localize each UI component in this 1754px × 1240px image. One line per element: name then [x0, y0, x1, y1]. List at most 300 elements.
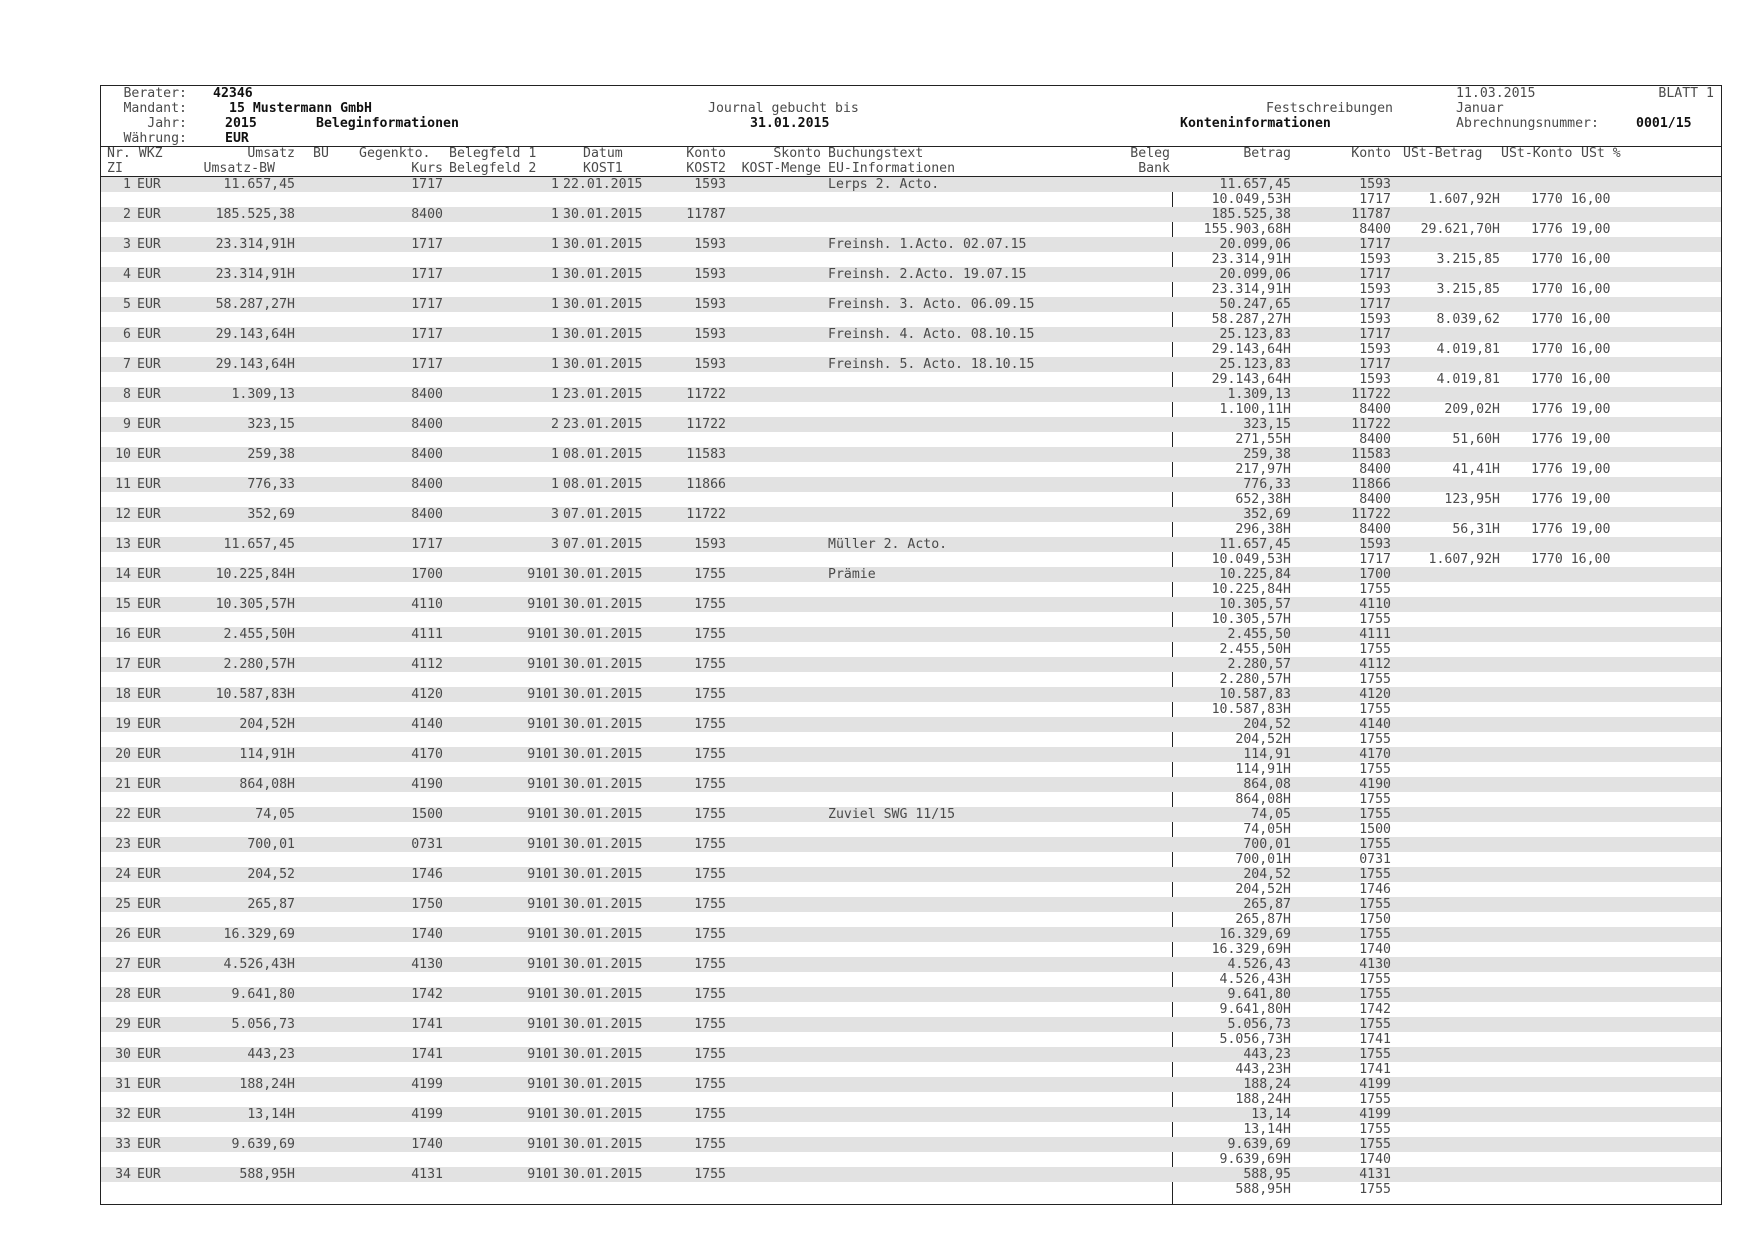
row-betrag-1: 2.455,50 — [1227, 627, 1291, 642]
row-ust-betrag: 123,95H — [1444, 492, 1500, 507]
row-betrag-2: 155.903,68H — [1203, 222, 1291, 237]
row-umsatz: 10.305,57H — [215, 597, 295, 612]
table-row — [101, 927, 1721, 957]
row-belegfeld1: 1 — [551, 357, 559, 372]
row-wkz: EUR — [137, 867, 161, 882]
row-betrag-1: 265,87 — [1243, 897, 1291, 912]
table-row — [101, 777, 1721, 807]
row-konto-1: 4111 — [1359, 627, 1391, 642]
row-shading — [101, 777, 1721, 792]
row-nr: 25 — [115, 897, 131, 912]
row-konto: 1593 — [694, 357, 726, 372]
row-konto-2: 1593 — [1359, 312, 1391, 327]
row-gegenkto: 4112 — [411, 657, 443, 672]
row-shading — [101, 957, 1721, 972]
row-datum: 30.01.2015 — [563, 1047, 643, 1062]
row-betrag-2: 204,52H — [1235, 732, 1291, 747]
row-ust-betrag: 29.621,70H — [1420, 222, 1500, 237]
row-konto-2: 8400 — [1359, 492, 1391, 507]
row-gegenkto: 1741 — [411, 1047, 443, 1062]
row-belegfeld1: 9101 — [527, 657, 559, 672]
row-nr: 26 — [115, 927, 131, 942]
row-nr: 31 — [115, 1077, 131, 1092]
row-gegenkto: 1717 — [411, 297, 443, 312]
row-datum: 30.01.2015 — [563, 867, 643, 882]
row-konto-1: 1755 — [1359, 897, 1391, 912]
row-ust-betrag: 51,60H — [1452, 432, 1500, 447]
row-konto-1: 1593 — [1359, 177, 1391, 192]
col-datum: Datum — [583, 146, 623, 161]
row-datum: 30.01.2015 — [563, 837, 643, 852]
row-nr: 10 — [115, 447, 131, 462]
row-konto-1: 1755 — [1359, 927, 1391, 942]
row-nr: 33 — [115, 1137, 131, 1152]
row-umsatz: 188,24H — [239, 1077, 295, 1092]
col-konto: Konto — [686, 146, 726, 161]
row-konto-1: 4170 — [1359, 747, 1391, 762]
row-konto-2: 8400 — [1359, 222, 1391, 237]
row-umsatz: 2.280,57H — [223, 657, 295, 672]
row-wkz: EUR — [137, 507, 161, 522]
row-wkz: EUR — [137, 687, 161, 702]
row-konto-1: 11722 — [1351, 507, 1391, 522]
row-ust-betrag: 4.019,81 — [1436, 342, 1500, 357]
month-label: Januar — [1456, 101, 1504, 116]
row-nr: 6 — [123, 327, 131, 342]
row-konto: 1755 — [694, 627, 726, 642]
row-buchungstext: Freinsh. 4. Acto. 08.10.15 — [828, 327, 1035, 342]
row-ust-betrag: 3.215,85 — [1436, 282, 1500, 297]
row-konto-1: 1755 — [1359, 987, 1391, 1002]
row-nr: 19 — [115, 717, 131, 732]
row-konto-2: 1742 — [1359, 1002, 1391, 1017]
row-konto-1: 11722 — [1351, 387, 1391, 402]
row-konto-2: 1755 — [1359, 1122, 1391, 1137]
row-wkz: EUR — [137, 177, 161, 192]
row-buchungstext: Freinsh. 3. Acto. 06.09.15 — [828, 297, 1035, 312]
row-gegenkto: 8400 — [411, 207, 443, 222]
row-konto-1: 4130 — [1359, 957, 1391, 972]
row-nr: 24 — [115, 867, 131, 882]
row-gegenkto: 4110 — [411, 597, 443, 612]
row-datum: 30.01.2015 — [563, 237, 643, 252]
row-wkz: EUR — [137, 327, 161, 342]
row-datum: 30.01.2015 — [563, 897, 643, 912]
row-konto: 1593 — [694, 327, 726, 342]
row-betrag-1: 25.123,83 — [1219, 327, 1291, 342]
row-betrag-2: 9.639,69H — [1219, 1152, 1291, 1167]
row-betrag-2: 4.526,43H — [1219, 972, 1291, 987]
berater-label: Berater: — [123, 86, 187, 101]
row-konto: 1755 — [694, 897, 726, 912]
row-betrag-2: 296,38H — [1235, 522, 1291, 537]
row-nr: 5 — [123, 297, 131, 312]
row-nr: 29 — [115, 1017, 131, 1032]
row-umsatz: 4.526,43H — [223, 957, 295, 972]
row-konto: 1593 — [694, 267, 726, 282]
row-umsatz: 204,52 — [247, 867, 295, 882]
row-shading — [101, 837, 1721, 852]
row-konto-1: 11787 — [1351, 207, 1391, 222]
row-betrag-2: 265,87H — [1235, 912, 1291, 927]
row-konto: 1755 — [694, 747, 726, 762]
row-konto: 1593 — [694, 297, 726, 312]
row-ust-konto-pct: 1776 19,00 — [1531, 402, 1611, 417]
row-nr: 15 — [115, 597, 131, 612]
row-gegenkto: 4140 — [411, 717, 443, 732]
row-gegenkto: 8400 — [411, 477, 443, 492]
row-betrag-1: 2.280,57 — [1227, 657, 1291, 672]
row-konto-1: 1717 — [1359, 357, 1391, 372]
row-wkz: EUR — [137, 387, 161, 402]
table-row — [101, 747, 1721, 777]
row-konto-1: 11866 — [1351, 477, 1391, 492]
row-konto: 1755 — [694, 687, 726, 702]
row-konto-1: 4140 — [1359, 717, 1391, 732]
row-betrag-2: 700,01H — [1235, 852, 1291, 867]
row-shading — [101, 447, 1721, 462]
row-betrag-1: 10.305,57 — [1219, 597, 1291, 612]
row-datum: 30.01.2015 — [563, 207, 643, 222]
row-konto-2: 1755 — [1359, 642, 1391, 657]
row-shading — [101, 1107, 1721, 1122]
row-belegfeld1: 9101 — [527, 957, 559, 972]
row-konto: 1755 — [694, 1107, 726, 1122]
col-zi: ZI — [107, 161, 123, 176]
row-datum: 30.01.2015 — [563, 597, 643, 612]
row-konto-1: 4120 — [1359, 687, 1391, 702]
journal-label: Journal gebucht bis — [708, 101, 859, 116]
row-konto-1: 4199 — [1359, 1107, 1391, 1122]
row-umsatz: 185.525,38 — [215, 207, 295, 222]
row-datum: 30.01.2015 — [563, 927, 643, 942]
row-konto-2: 1755 — [1359, 702, 1391, 717]
row-konto: 11866 — [686, 477, 726, 492]
row-betrag-1: 323,15 — [1243, 417, 1291, 432]
row-konto: 1755 — [694, 807, 726, 822]
row-konto: 1755 — [694, 927, 726, 942]
row-wkz: EUR — [137, 837, 161, 852]
row-konto-2: 1593 — [1359, 282, 1391, 297]
row-buchungstext: Müller 2. Acto. — [828, 537, 948, 552]
row-ust-betrag: 8.039,62 — [1436, 312, 1500, 327]
row-konto-2: 1755 — [1359, 762, 1391, 777]
waehrung-label: Währung: — [123, 131, 187, 146]
row-betrag-1: 20.099,06 — [1219, 237, 1291, 252]
row-betrag-1: 864,08 — [1243, 777, 1291, 792]
table-row — [101, 207, 1721, 237]
table-row — [101, 867, 1721, 897]
table-row — [101, 507, 1721, 537]
row-datum: 22.01.2015 — [563, 177, 643, 192]
row-wkz: EUR — [137, 477, 161, 492]
row-datum: 30.01.2015 — [563, 657, 643, 672]
table-row — [101, 1047, 1721, 1077]
table-row — [101, 417, 1721, 447]
row-betrag-2: 588,95H — [1235, 1182, 1291, 1197]
table-row — [101, 387, 1721, 417]
row-nr: 3 — [123, 237, 131, 252]
row-ust-konto-pct: 1776 19,00 — [1531, 222, 1611, 237]
row-betrag-2: 5.056,73H — [1219, 1032, 1291, 1047]
row-shading — [101, 747, 1721, 762]
row-betrag-2: 29.143,64H — [1211, 372, 1291, 387]
row-betrag-1: 10.587,83 — [1219, 687, 1291, 702]
row-betrag-2: 443,23H — [1235, 1062, 1291, 1077]
row-nr: 22 — [115, 807, 131, 822]
row-gegenkto: 1750 — [411, 897, 443, 912]
row-konto: 1755 — [694, 1017, 726, 1032]
row-nr: 28 — [115, 987, 131, 1002]
row-ust-konto-pct: 1776 19,00 — [1531, 522, 1611, 537]
row-datum: 30.01.2015 — [563, 747, 643, 762]
row-betrag-1: 4.526,43 — [1227, 957, 1291, 972]
table-row — [101, 447, 1721, 477]
table-row — [101, 1167, 1721, 1197]
row-belegfeld1: 9101 — [527, 927, 559, 942]
row-konto: 1593 — [694, 237, 726, 252]
row-betrag-2: 13,14H — [1243, 1122, 1291, 1137]
row-ust-konto-pct: 1770 16,00 — [1531, 282, 1611, 297]
row-betrag-1: 588,95 — [1243, 1167, 1291, 1182]
table-row — [101, 627, 1721, 657]
row-betrag-2: 114,91H — [1235, 762, 1291, 777]
row-konto-2: 1755 — [1359, 612, 1391, 627]
row-gegenkto: 1740 — [411, 1137, 443, 1152]
table-row — [101, 807, 1721, 837]
row-betrag-2: 58.287,27H — [1211, 312, 1291, 327]
row-konto: 1755 — [694, 777, 726, 792]
row-ust-konto-pct: 1770 16,00 — [1531, 192, 1611, 207]
row-konto-1: 1755 — [1359, 807, 1391, 822]
row-gegenkto: 4130 — [411, 957, 443, 972]
row-ust-konto-pct: 1770 16,00 — [1531, 372, 1611, 387]
row-gegenkto: 1717 — [411, 327, 443, 342]
row-umsatz: 58.287,27H — [215, 297, 295, 312]
row-datum: 08.01.2015 — [563, 447, 643, 462]
row-umsatz: 9.641,80 — [231, 987, 295, 1002]
col-nr-wkz: Nr. WKZ — [107, 146, 163, 161]
row-ust-betrag: 1.607,92H — [1428, 552, 1500, 567]
row-betrag-2: 271,55H — [1235, 432, 1291, 447]
row-wkz: EUR — [137, 657, 161, 672]
row-betrag-1: 10.225,84 — [1219, 567, 1291, 582]
row-konto: 1593 — [694, 177, 726, 192]
row-datum: 30.01.2015 — [563, 627, 643, 642]
row-belegfeld1: 9101 — [527, 717, 559, 732]
jahr-label: Jahr: — [147, 116, 187, 131]
row-konto: 1593 — [694, 537, 726, 552]
row-konto-1: 11722 — [1351, 417, 1391, 432]
col-ust-konto: USt-Konto — [1501, 146, 1573, 161]
row-betrag-1: 5.056,73 — [1227, 1017, 1291, 1032]
row-nr: 16 — [115, 627, 131, 642]
row-ust-betrag: 41,41H — [1452, 462, 1500, 477]
col-belegfeld2: Belegfeld 2 — [449, 161, 537, 176]
row-betrag-1: 188,24 — [1243, 1077, 1291, 1092]
konteninformationen-title: Konteninformationen — [1180, 116, 1331, 131]
row-belegfeld1: 9101 — [527, 1047, 559, 1062]
row-umsatz: 443,23 — [247, 1047, 295, 1062]
row-betrag-2: 10.305,57H — [1211, 612, 1291, 627]
row-konto-2: 8400 — [1359, 462, 1391, 477]
row-wkz: EUR — [137, 207, 161, 222]
row-betrag-1: 11.657,45 — [1219, 177, 1291, 192]
row-betrag-1: 352,69 — [1243, 507, 1291, 522]
row-belegfeld1: 1 — [551, 387, 559, 402]
table-row — [101, 897, 1721, 927]
col-konto-2: Konto — [1351, 146, 1391, 161]
row-nr: 4 — [123, 267, 131, 282]
row-ust-konto-pct: 1776 19,00 — [1531, 492, 1611, 507]
row-datum: 30.01.2015 — [563, 717, 643, 732]
row-betrag-2: 10.225,84H — [1211, 582, 1291, 597]
row-belegfeld1: 9101 — [527, 1077, 559, 1092]
row-gegenkto: 8400 — [411, 507, 443, 522]
row-nr: 23 — [115, 837, 131, 852]
table-row — [101, 477, 1721, 507]
table-row — [101, 1137, 1721, 1167]
row-betrag-1: 13,14 — [1251, 1107, 1291, 1122]
row-betrag-1: 74,05 — [1251, 807, 1291, 822]
row-shading — [101, 897, 1721, 912]
row-konto-2: 1755 — [1359, 1092, 1391, 1107]
row-datum: 23.01.2015 — [563, 417, 643, 432]
row-shading — [101, 1167, 1721, 1182]
row-konto: 11722 — [686, 417, 726, 432]
row-umsatz: 74,05 — [255, 807, 295, 822]
waehrung-value: EUR — [225, 131, 249, 146]
row-datum: 30.01.2015 — [563, 1107, 643, 1122]
row-nr: 2 — [123, 207, 131, 222]
row-betrag-2: 204,52H — [1235, 882, 1291, 897]
col-kost1: KOST1 — [583, 161, 623, 176]
journal-page — [100, 85, 1722, 1205]
row-belegfeld1: 1 — [551, 267, 559, 282]
row-umsatz: 1.309,13 — [231, 387, 295, 402]
row-nr: 27 — [115, 957, 131, 972]
row-umsatz: 11.657,45 — [223, 177, 295, 192]
col-ust-betrag: USt-Betrag — [1403, 146, 1483, 161]
row-nr: 21 — [115, 777, 131, 792]
row-umsatz: 864,08H — [239, 777, 295, 792]
row-wkz: EUR — [137, 1047, 161, 1062]
row-konto: 1755 — [694, 837, 726, 852]
row-umsatz: 588,95H — [239, 1167, 295, 1182]
col-betrag: Betrag — [1243, 146, 1291, 161]
row-konto: 1755 — [694, 867, 726, 882]
row-umsatz: 29.143,64H — [215, 327, 295, 342]
row-konto-1: 4112 — [1359, 657, 1391, 672]
row-datum: 30.01.2015 — [563, 957, 643, 972]
row-konto: 11722 — [686, 507, 726, 522]
row-belegfeld1: 1 — [551, 297, 559, 312]
row-datum: 30.01.2015 — [563, 327, 643, 342]
row-gegenkto: 1740 — [411, 927, 443, 942]
row-gegenkto: 4199 — [411, 1107, 443, 1122]
row-belegfeld1: 9101 — [527, 1017, 559, 1032]
row-buchungstext: Freinsh. 2.Acto. 19.07.15 — [828, 267, 1027, 282]
row-konto: 1755 — [694, 1077, 726, 1092]
row-betrag-1: 20.099,06 — [1219, 267, 1291, 282]
row-datum: 08.01.2015 — [563, 477, 643, 492]
row-belegfeld1: 1 — [551, 207, 559, 222]
row-betrag-1: 204,52 — [1243, 717, 1291, 732]
row-konto: 1755 — [694, 1137, 726, 1152]
row-umsatz: 265,87 — [247, 897, 295, 912]
row-konto-2: 1755 — [1359, 672, 1391, 687]
row-datum: 30.01.2015 — [563, 1077, 643, 1092]
row-gegenkto: 4120 — [411, 687, 443, 702]
row-gegenkto: 8400 — [411, 387, 443, 402]
row-betrag-1: 50.247,65 — [1219, 297, 1291, 312]
row-konto-2: 8400 — [1359, 402, 1391, 417]
row-konto: 1755 — [694, 717, 726, 732]
row-gegenkto: 1746 — [411, 867, 443, 882]
table-row — [101, 357, 1721, 387]
row-belegfeld1: 9101 — [527, 1137, 559, 1152]
row-konto: 1755 — [694, 957, 726, 972]
row-datum: 30.01.2015 — [563, 357, 643, 372]
row-betrag-2: 74,05H — [1243, 822, 1291, 837]
row-umsatz: 23.314,91H — [215, 267, 295, 282]
row-nr: 12 — [115, 507, 131, 522]
row-belegfeld1: 9101 — [527, 567, 559, 582]
row-umsatz: 700,01 — [247, 837, 295, 852]
row-wkz: EUR — [137, 807, 161, 822]
col-umsatz-bw: Umsatz-BW — [203, 161, 275, 176]
row-belegfeld1: 1 — [551, 177, 559, 192]
row-umsatz: 29.143,64H — [215, 357, 295, 372]
row-konto-2: 1740 — [1359, 1152, 1391, 1167]
col-kurs: Kurs — [411, 161, 443, 176]
row-wkz: EUR — [137, 1077, 161, 1092]
table-row — [101, 537, 1721, 567]
row-datum: 30.01.2015 — [563, 297, 643, 312]
row-wkz: EUR — [137, 897, 161, 912]
row-betrag-1: 443,23 — [1243, 1047, 1291, 1062]
row-wkz: EUR — [137, 747, 161, 762]
row-wkz: EUR — [137, 447, 161, 462]
row-konto-1: 1755 — [1359, 837, 1391, 852]
row-konto: 11583 — [686, 447, 726, 462]
row-gegenkto: 1700 — [411, 567, 443, 582]
row-gegenkto: 1717 — [411, 267, 443, 282]
col-kost-menge: KOST-Menge — [741, 161, 821, 176]
row-gegenkto: 4131 — [411, 1167, 443, 1182]
row-gegenkto: 1717 — [411, 537, 443, 552]
row-konto: 1755 — [694, 1167, 726, 1182]
col-belegfeld1: Belegfeld 1 — [449, 146, 537, 161]
row-belegfeld1: 9101 — [527, 627, 559, 642]
table-row — [101, 237, 1721, 267]
row-gegenkto: 1717 — [411, 357, 443, 372]
row-nr: 32 — [115, 1107, 131, 1122]
row-wkz: EUR — [137, 1137, 161, 1152]
row-betrag-1: 11.657,45 — [1219, 537, 1291, 552]
row-konto-2: 1593 — [1359, 252, 1391, 267]
row-belegfeld1: 2 — [551, 417, 559, 432]
row-belegfeld1: 9101 — [527, 1107, 559, 1122]
table-row — [101, 837, 1721, 867]
row-betrag-2: 652,38H — [1235, 492, 1291, 507]
row-datum: 30.01.2015 — [563, 1167, 643, 1182]
row-nr: 11 — [115, 477, 131, 492]
row-umsatz: 11.657,45 — [223, 537, 295, 552]
col-bank: Bank — [1138, 161, 1170, 176]
row-ust-konto-pct: 1776 19,00 — [1531, 462, 1611, 477]
jahr-value: 2015 — [225, 116, 257, 131]
